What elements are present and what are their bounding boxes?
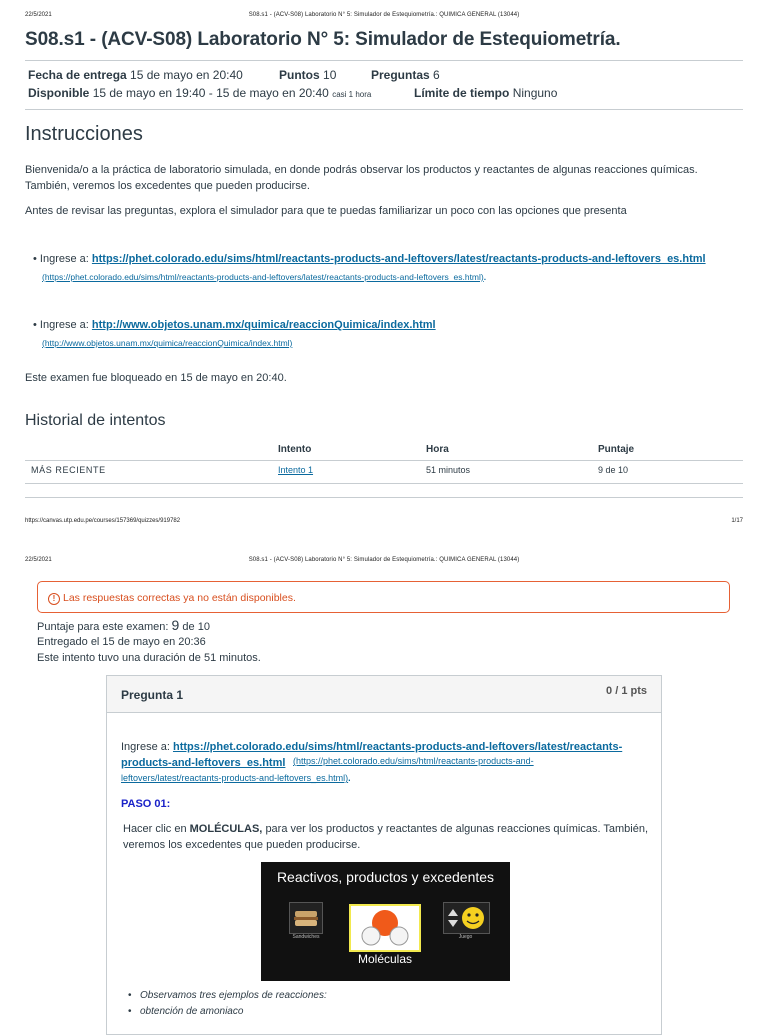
- locked-note: Este examen fue bloqueado en 15 de mayo en 20:40.: [25, 372, 287, 384]
- question-link-text: Ingrese a: https://phet.colorado.edu/sims/html/reactants-products-and-leftovers/latest/reactants- products-and-leftovers_es.html: [121, 741, 623, 769]
- print-date: 22/5/2021: [25, 557, 52, 563]
- points-info: Puntos 10: [279, 68, 337, 82]
- column-header: Intento: [278, 444, 312, 455]
- history-heading: Historial de intentos: [25, 412, 166, 429]
- question-simulator-link[interactable]: https://phet.colorado.edu/sims/html/reactants-products-and-leftovers/latest/reactants-: [172, 741, 623, 753]
- print-date: 22/5/2021: [25, 12, 52, 18]
- divider: [25, 60, 743, 61]
- divider: [25, 109, 743, 110]
- step-text: Hacer clic en MOLÉCULAS, para ver los productos y reactantes de algunas reacciones químicas. También, veremos los excedentes que pueden producirse.: [123, 823, 648, 851]
- attempt-score: 9 de 10: [598, 465, 629, 475]
- print-header: [0, 553, 768, 567]
- question-title: Pregunta 1: [121, 688, 184, 702]
- question-url-note[interactable]: leftovers/latest/reactants-products-and-leftovers_es.html).: [121, 773, 351, 783]
- list-item: • obtención de amoniaco: [140, 1006, 243, 1017]
- attempt-link[interactable]: Intento 1: [278, 465, 314, 475]
- print-title: S08.s1 - (ACV-S08) Laboratorio N° 5: Simulador de Estequiometría.: QUIMICA GENERAL (13044): [248, 12, 520, 18]
- question-simulator-link[interactable]: products-and-leftovers_es.html: [121, 757, 286, 769]
- question-card: [106, 675, 662, 1035]
- sandwich-label: Sandwiches: [292, 934, 320, 940]
- print-url: https://canvas.utp.edu.pe/courses/157369/quizzes/919782: [25, 518, 181, 524]
- due-date: Fecha de entrega 15 de mayo en 20:40: [28, 68, 243, 82]
- sandwich-icon: [290, 903, 322, 933]
- list-item: • Observamos tres ejemplos de reacciones:: [140, 990, 327, 1001]
- print-title: S08.s1 - (ACV-S08) Laboratorio N° 5: Simulador de Estequiometría.: QUIMICA GENERAL (13044): [248, 557, 520, 563]
- availability: Disponible 15 de mayo en 19:40 - 15 de mayo en 20:40 casi 1 hora: [28, 86, 372, 100]
- link-url-note[interactable]: (https://phet.colorado.edu/sims/html/reactants-products-and-leftovers/latest/reactants-products-and-leftovers_es.html).: [42, 272, 487, 282]
- exam-score: Puntaje para este examen: 9 de 10: [37, 617, 210, 633]
- duration-info: Este intento tuvo una duración de 51 minutos.: [37, 652, 261, 664]
- submitted-info: Entregado el 15 de mayo en 20:36: [37, 636, 206, 648]
- answers-unavailable-alert: ! Las respuestas correctas ya no están disponibles.: [37, 581, 730, 613]
- instructions-heading: Instrucciones: [25, 123, 143, 145]
- row-label: MÁS RECIENTE: [31, 465, 106, 475]
- column-header: Puntaje: [598, 444, 635, 455]
- link-item: • Ingrese a: http://www.objetos.unam.mx/quimica/reaccionQuimica/index.html: [33, 319, 436, 331]
- warning-icon: !: [48, 593, 60, 605]
- game-tile: [443, 902, 490, 934]
- print-header: [0, 8, 768, 22]
- question-header: [107, 676, 661, 713]
- column-header: Hora: [426, 444, 449, 455]
- link-url-note[interactable]: (http://www.objetos.unam.mx/quimica/reaccionQuimica/index.html): [42, 338, 293, 348]
- link-item: • Ingrese a: https://phet.colorado.edu/sims/html/reactants-products-and-leftovers/latest/reactants-products-and-leftovers_es.html: [33, 253, 706, 265]
- simulator-link[interactable]: https://phet.colorado.edu/sims/html/reactants-products-and-leftovers/latest/reactants-products-and-leftovers_es.html: [91, 253, 706, 265]
- simulator-screenshot: [261, 862, 510, 981]
- table-divider: [25, 460, 743, 461]
- attempt-time: 51 minutos: [426, 465, 471, 475]
- table-divider: [25, 497, 743, 498]
- sandwich-tile: [289, 902, 323, 934]
- table-divider: [25, 483, 743, 484]
- time-limit: Límite de tiempo Ninguno: [414, 86, 558, 100]
- question-points: 0 / 1 pts: [606, 685, 647, 697]
- game-label: Juego: [458, 934, 473, 940]
- unam-link[interactable]: http://www.objetos.unam.mx/quimica/reaccionQuimica/index.html: [91, 319, 436, 331]
- instructions-paragraph: Antes de revisar las preguntas, explora el simulador para que te puedas familiarizar un poco con las opciones que presenta: [25, 205, 627, 217]
- simulator-title: Reactivos, productos y excedentes: [276, 869, 495, 885]
- smiley-icon: [444, 903, 489, 933]
- instructions-paragraph: Bienvenida/o a la práctica de laboratorio simulada, en donde podrás observar los productos y reactantes de algunas reacciones químicas. También, veremos los excedentes que pueden producirse.: [25, 164, 698, 192]
- molecules-tile[interactable]: [349, 904, 421, 952]
- questions-info: Preguntas 6: [371, 68, 440, 82]
- question-url-note[interactable]: (https://phet.colorado.edu/sims/html/reactants-products-and-: [293, 756, 534, 766]
- molecules-label: Moléculas: [357, 952, 413, 966]
- page-number: 1/17: [731, 518, 743, 524]
- quiz-title: S08.s1 - (ACV-S08) Laboratorio N° 5: Simulador de Estequiometría.: [25, 29, 621, 50]
- water-molecule-icon: [351, 906, 419, 950]
- step-label: PASO 01:: [121, 798, 171, 810]
